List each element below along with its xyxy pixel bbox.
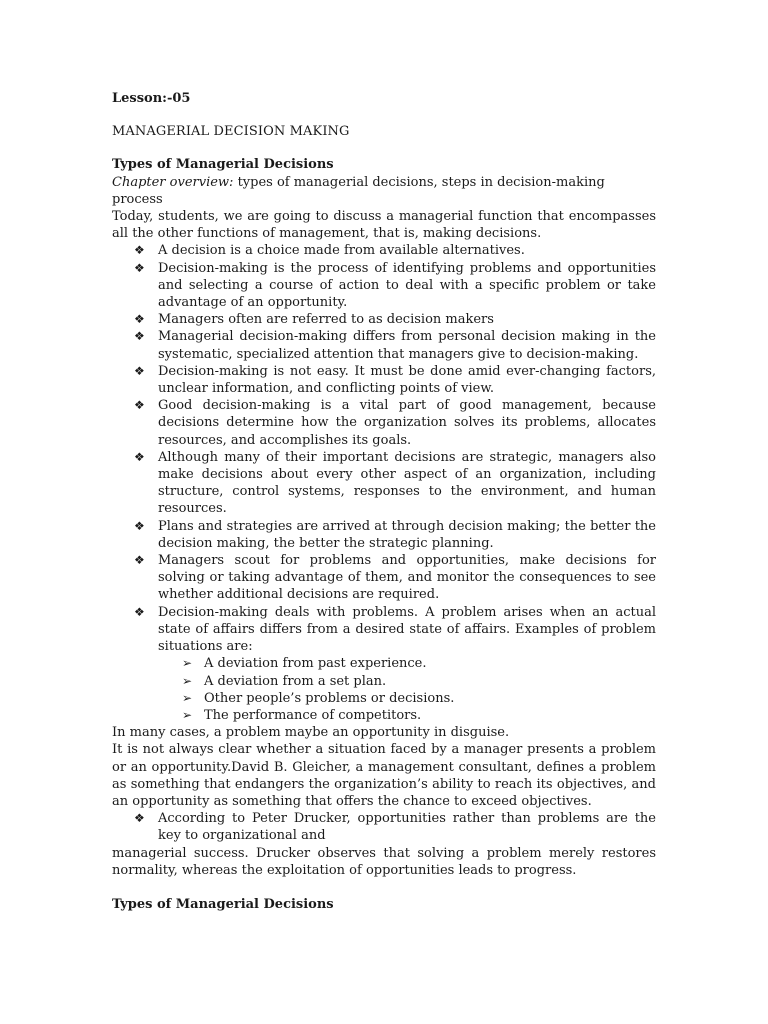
list-item: ❖ Plans and strategies are arrived at through decision making; the better the decision making, the better the strategic planning. <box>134 518 656 551</box>
diamond-bullet-icon: ❖ <box>134 398 145 413</box>
chapter-overview-text: types of managerial decisions, steps in decision-making process <box>112 174 605 207</box>
arrow-bullet-icon: ➢ <box>182 656 193 671</box>
diamond-bullet-icon: ❖ <box>134 449 145 464</box>
list-item: ❖ Decision-making is not easy. It must be done amid ever-changing factors, unclear information, and conflicting points of view. <box>134 363 656 397</box>
diamond-bullet-icon: ❖ <box>134 604 145 619</box>
diamond-bullet-icon: ❖ <box>134 811 145 826</box>
diamond-bullet-icon: ❖ <box>134 329 145 344</box>
intro-paragraph: Today, students, we are going to discuss a managerial function that encompasses all the other functions of management, that is, making decisions. <box>112 209 656 242</box>
sub-list-item: ➢ Other people’s problems or decisions. <box>182 690 455 706</box>
problem-situations-list <box>112 655 656 724</box>
chapter-overview <box>112 174 656 208</box>
list-item: ❖ Decision-making is the process of identifying problems and opportunities and selecting a course of action to deal with a specific problem or take advantage of an opportunity. <box>134 260 656 311</box>
diamond-bullet-icon: ❖ <box>134 260 145 275</box>
sub-list-item: ➢ A deviation from a set plan. <box>182 673 387 689</box>
arrow-bullet-icon: ➢ <box>182 707 193 722</box>
section-heading: Types of Managerial Decisions <box>112 157 334 173</box>
sub-list-item: ➢ The performance of competitors. <box>182 707 422 723</box>
key-points-list <box>112 242 656 655</box>
opportunity-paragraph: In many cases, a problem maybe an opportunity in disguise. <box>112 725 510 741</box>
diamond-bullet-icon: ❖ <box>134 312 145 327</box>
lesson-label: Lesson:-05 <box>112 91 191 106</box>
arrow-bullet-icon: ➢ <box>182 673 193 688</box>
list-item: ❖ Decision-making deals with problems. A problem arises when an actual state of affairs differs from a desired state of affairs. Examples of problem situations are: <box>134 604 656 655</box>
list-item: ❖ Managers scout for problems and opportunities, make decisions for solving or taking advantage of them, and monitor the consequences to see whether additional decisions are required. <box>134 553 656 603</box>
drucker-list-item: ❖ According to Peter Drucker, opportunities rather than problems are the key to organizational and <box>134 811 656 844</box>
list-item: ❖ Managerial decision-making differs from personal decision making in the systematic, specialized attention that managers give to decision-making. <box>134 329 656 362</box>
chapter-overview-label: Chapter overview: <box>112 174 234 190</box>
diamond-bullet-icon: ❖ <box>134 518 145 533</box>
gleicher-paragraph: It is not always clear whether a situation faced by a manager presents a problem or an opportunity.David B. Gleicher, a management consultant, defines a problem as something that endangers the organization’s ability to reach its objectives, and an opportunity as something that offers the chance to exceed objectives. <box>112 742 656 809</box>
list-item: ❖ Although many of their important decisions are strategic, managers also make decisions about every other aspect of an organization, including structure, control systems, responses to the environment, and human resources. <box>134 449 656 517</box>
diamond-bullet-icon: ❖ <box>134 363 145 378</box>
list-item: ❖ Good decision-making is a vital part of good management, because decisions determine how the organization solves its problems, allocates resources, and accomplishes its goals. <box>134 398 656 448</box>
list-item: ❖ Managers often are referred to as decision makers <box>134 312 494 328</box>
diamond-bullet-icon: ❖ <box>134 243 145 258</box>
arrow-bullet-icon: ➢ <box>182 690 193 705</box>
closing-section-heading: Types of Managerial Decisions <box>112 896 334 912</box>
sub-list-item: ➢ A deviation from past experience. <box>182 656 427 672</box>
list-item: ❖ A decision is a choice made from available alternatives. <box>134 243 525 259</box>
drucker-paragraph: managerial success. Drucker observes that solving a problem merely restores normality, whereas the exploitation of opportunities leads to progress. <box>112 845 656 878</box>
page-title: MANAGERIAL DECISION MAKING <box>112 124 350 140</box>
diamond-bullet-icon: ❖ <box>134 553 145 568</box>
